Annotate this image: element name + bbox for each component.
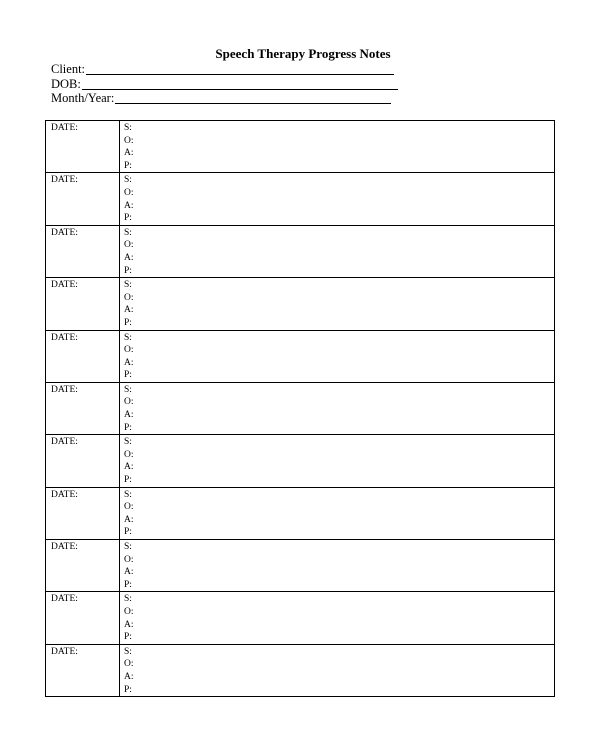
date-label: DATE: bbox=[51, 332, 78, 343]
soap-label-o: O: bbox=[124, 606, 134, 617]
soap-cell[interactable] bbox=[120, 173, 555, 225]
soap-label-s: S: bbox=[124, 175, 132, 186]
soap-label-p: P: bbox=[124, 370, 132, 381]
date-cell[interactable] bbox=[46, 330, 120, 382]
page-title: Speech Therapy Progress Notes bbox=[215, 46, 391, 61]
progress-notes-body bbox=[46, 121, 555, 697]
date-cell[interactable] bbox=[46, 487, 120, 539]
date-label: DATE: bbox=[51, 227, 78, 238]
soap-label-a: A: bbox=[124, 514, 134, 525]
soap-label-p: P: bbox=[124, 265, 132, 276]
note-row bbox=[46, 592, 555, 644]
soap-label-p: P: bbox=[124, 317, 132, 328]
soap-label-a: A: bbox=[124, 305, 134, 316]
progress-notes-table bbox=[45, 120, 555, 697]
note-row bbox=[46, 644, 555, 696]
soap-label-a: A: bbox=[124, 619, 134, 630]
note-row bbox=[46, 540, 555, 592]
soap-cell[interactable] bbox=[120, 382, 555, 434]
month-year-label: Month/Year: bbox=[51, 91, 115, 105]
note-row bbox=[46, 121, 555, 173]
client-label: Client: bbox=[51, 62, 86, 76]
soap-label-p: P: bbox=[124, 422, 132, 433]
date-label: DATE: bbox=[51, 280, 78, 291]
soap-label-a: A: bbox=[124, 252, 134, 263]
soap-cell[interactable] bbox=[120, 487, 555, 539]
month-year-field[interactable] bbox=[51, 91, 391, 106]
date-label: DATE: bbox=[51, 175, 78, 186]
soap-cell[interactable] bbox=[120, 225, 555, 277]
soap-label-a: A: bbox=[124, 148, 134, 159]
dob-field[interactable] bbox=[51, 77, 398, 92]
date-cell[interactable] bbox=[46, 540, 120, 592]
soap-label-a: A: bbox=[124, 410, 134, 421]
soap-label-s: S: bbox=[124, 489, 132, 500]
dob-label: DOB: bbox=[51, 77, 81, 91]
date-cell[interactable] bbox=[46, 435, 120, 487]
soap-cell[interactable] bbox=[120, 121, 555, 173]
soap-label-o: O: bbox=[124, 240, 134, 251]
month-year-blank-line[interactable] bbox=[115, 92, 391, 104]
soap-cell[interactable] bbox=[120, 435, 555, 487]
soap-label-s: S: bbox=[124, 646, 132, 657]
soap-label-p: P: bbox=[124, 475, 132, 486]
date-label: DATE: bbox=[51, 489, 78, 500]
client-field[interactable] bbox=[51, 62, 394, 77]
soap-label-a: A: bbox=[124, 200, 134, 211]
date-cell[interactable] bbox=[46, 173, 120, 225]
date-label: DATE: bbox=[51, 594, 78, 605]
date-cell[interactable] bbox=[46, 382, 120, 434]
soap-label-p: P: bbox=[124, 160, 132, 171]
soap-label-p: P: bbox=[124, 632, 132, 643]
soap-label-s: S: bbox=[124, 384, 132, 395]
soap-cell[interactable] bbox=[120, 330, 555, 382]
date-cell[interactable] bbox=[46, 121, 120, 173]
soap-label-o: O: bbox=[124, 397, 134, 408]
soap-label-s: S: bbox=[124, 227, 132, 238]
soap-label-p: P: bbox=[124, 213, 132, 224]
soap-cell[interactable] bbox=[120, 540, 555, 592]
date-label: DATE: bbox=[51, 384, 78, 395]
note-row bbox=[46, 330, 555, 382]
soap-label-p: P: bbox=[124, 527, 132, 538]
note-row bbox=[46, 225, 555, 277]
soap-label-s: S: bbox=[124, 594, 132, 605]
date-label: DATE: bbox=[51, 123, 78, 133]
soap-label-o: O: bbox=[124, 135, 134, 146]
soap-label-p: P: bbox=[124, 579, 132, 590]
note-row bbox=[46, 173, 555, 225]
date-label: DATE: bbox=[51, 437, 78, 448]
note-row bbox=[46, 487, 555, 539]
soap-cell[interactable] bbox=[120, 278, 555, 330]
soap-label-p: P: bbox=[124, 684, 132, 695]
soap-label-a: A: bbox=[124, 357, 134, 368]
dob-blank-line[interactable] bbox=[82, 78, 398, 90]
date-cell[interactable] bbox=[46, 644, 120, 696]
soap-label-o: O: bbox=[124, 292, 134, 303]
soap-label-s: S: bbox=[124, 437, 132, 448]
soap-label-o: O: bbox=[124, 502, 134, 513]
soap-label-s: S: bbox=[124, 280, 132, 291]
note-row bbox=[46, 382, 555, 434]
date-cell[interactable] bbox=[46, 592, 120, 644]
date-cell[interactable] bbox=[46, 225, 120, 277]
client-blank-line[interactable] bbox=[86, 63, 394, 75]
soap-label-o: O: bbox=[124, 345, 134, 356]
soap-label-a: A: bbox=[124, 671, 134, 682]
soap-label-o: O: bbox=[124, 449, 134, 460]
soap-label-o: O: bbox=[124, 187, 134, 198]
soap-label-s: S: bbox=[124, 332, 132, 343]
date-label: DATE: bbox=[51, 646, 78, 657]
soap-label-a: A: bbox=[124, 567, 134, 578]
date-label: DATE: bbox=[51, 542, 78, 552]
note-row bbox=[46, 278, 555, 330]
date-cell[interactable] bbox=[46, 278, 120, 330]
soap-label-s: S: bbox=[124, 123, 132, 133]
soap-label-o: O: bbox=[124, 554, 134, 565]
note-row bbox=[46, 435, 555, 487]
soap-label-s: S: bbox=[124, 542, 132, 552]
soap-cell[interactable] bbox=[120, 592, 555, 644]
soap-label-a: A: bbox=[124, 462, 134, 473]
soap-cell[interactable] bbox=[120, 644, 555, 696]
soap-label-o: O: bbox=[124, 659, 134, 670]
